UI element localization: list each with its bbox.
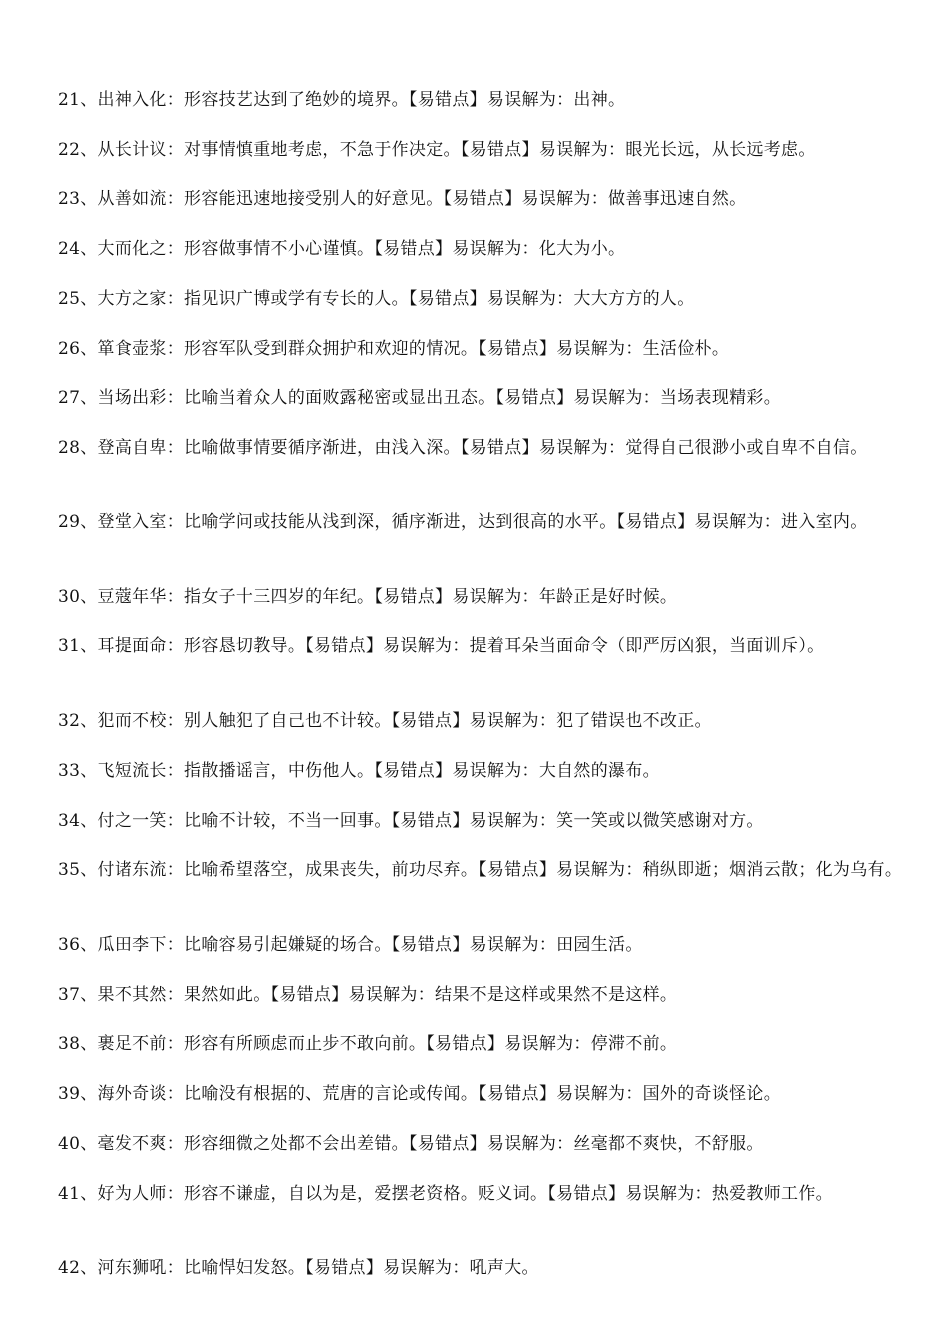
idiom-entry-37: 37、果不其然：果然如此。【易错点】易误解为：结果不是这样或果然不是这样。 [58,985,678,1005]
idiom-entry-41: 41、好为人师：形容不谦虚，自以为是，爱摆老资格。贬义词。【易错点】易误解为：热爱教师工作。 [58,1184,833,1204]
idiom-entry-29: 29、登堂入室：比喻学问或技能从浅到深，循序渐进，达到很高的水平。【易错点】易误解为：进入室内。 [58,512,868,532]
idiom-entry-32: 32、犯而不校：别人触犯了自己也不计较。【易错点】易误解为：犯了错误也不改正。 [58,711,712,731]
idiom-entry-28: 28、登高自卑：比喻做事情要循序渐进，由浅入深。【易错点】易误解为：觉得自己很渺小或自卑不自信。 [58,438,868,458]
idiom-entry-23: 23、从善如流：形容能迅速地接受别人的好意见。【易错点】易误解为：做善事迅速自然。 [58,189,747,209]
idiom-entry-33: 33、飞短流长：指散播谣言，中伤他人。【易错点】易误解为：大自然的瀑布。 [58,761,660,781]
idiom-entry-26: 26、箪食壶浆：形容军队受到群众拥护和欢迎的情况。【易错点】易误解为：生活俭朴。 [58,339,730,359]
idiom-entry-21: 21、出神入化：形容技艺达到了绝妙的境界。【易错点】易误解为：出神。 [58,90,626,110]
idiom-entry-25: 25、大方之家：指见识广博或学有专长的人。【易错点】易误解为：大大方方的人。 [58,289,695,309]
idiom-entry-27: 27、当场出彩：比喻当着众人的面败露秘密或显出丑态。【易错点】易误解为：当场表现精彩。 [58,388,782,408]
idiom-entry-31: 31、耳提面命：形容恳切教导。【易错点】易误解为：提着耳朵当面命令（即严厉凶狠，当面训斥）。 [58,636,825,656]
idiom-entry-34: 34、付之一笑：比喻不计较，不当一回事。【易错点】易误解为：笑一笑或以微笑感谢对方。 [58,811,764,831]
idiom-entry-36: 36、瓜田李下：比喻容易引起嫌疑的场合。【易错点】易误解为：田园生活。 [58,935,643,955]
idiom-entry-30: 30、豆蔻年华：指女子十三四岁的年纪。【易错点】易误解为：年龄正是好时候。 [58,587,678,607]
idiom-entry-40: 40、毫发不爽：形容细微之处都不会出差错。【易错点】易误解为：丝毫都不爽快，不舒服。 [58,1134,764,1154]
idiom-entry-39: 39、海外奇谈：比喻没有根据的、荒唐的言论或传闻。【易错点】易误解为：国外的奇谈怪论。 [58,1084,782,1104]
idiom-entry-42: 42、河东狮吼：比喻悍妇发怒。【易错点】易误解为：吼声大。 [58,1258,539,1278]
idiom-entry-38: 38、裹足不前：形容有所顾虑而止步不敢向前。【易错点】易误解为：停滞不前。 [58,1034,678,1054]
idiom-entry-24: 24、大而化之：形容做事情不小心谨慎。【易错点】易误解为：化大为小。 [58,239,626,259]
idiom-entry-22: 22、从长计议：对事情慎重地考虑，不急于作决定。【易错点】易误解为：眼光长远，从长远考虑。 [58,140,816,160]
idiom-entry-35: 35、付诸东流：比喻希望落空，成果丧失，前功尽弃。【易错点】易误解为：稍纵即逝；烟消云散；化为乌有。 [58,860,903,880]
